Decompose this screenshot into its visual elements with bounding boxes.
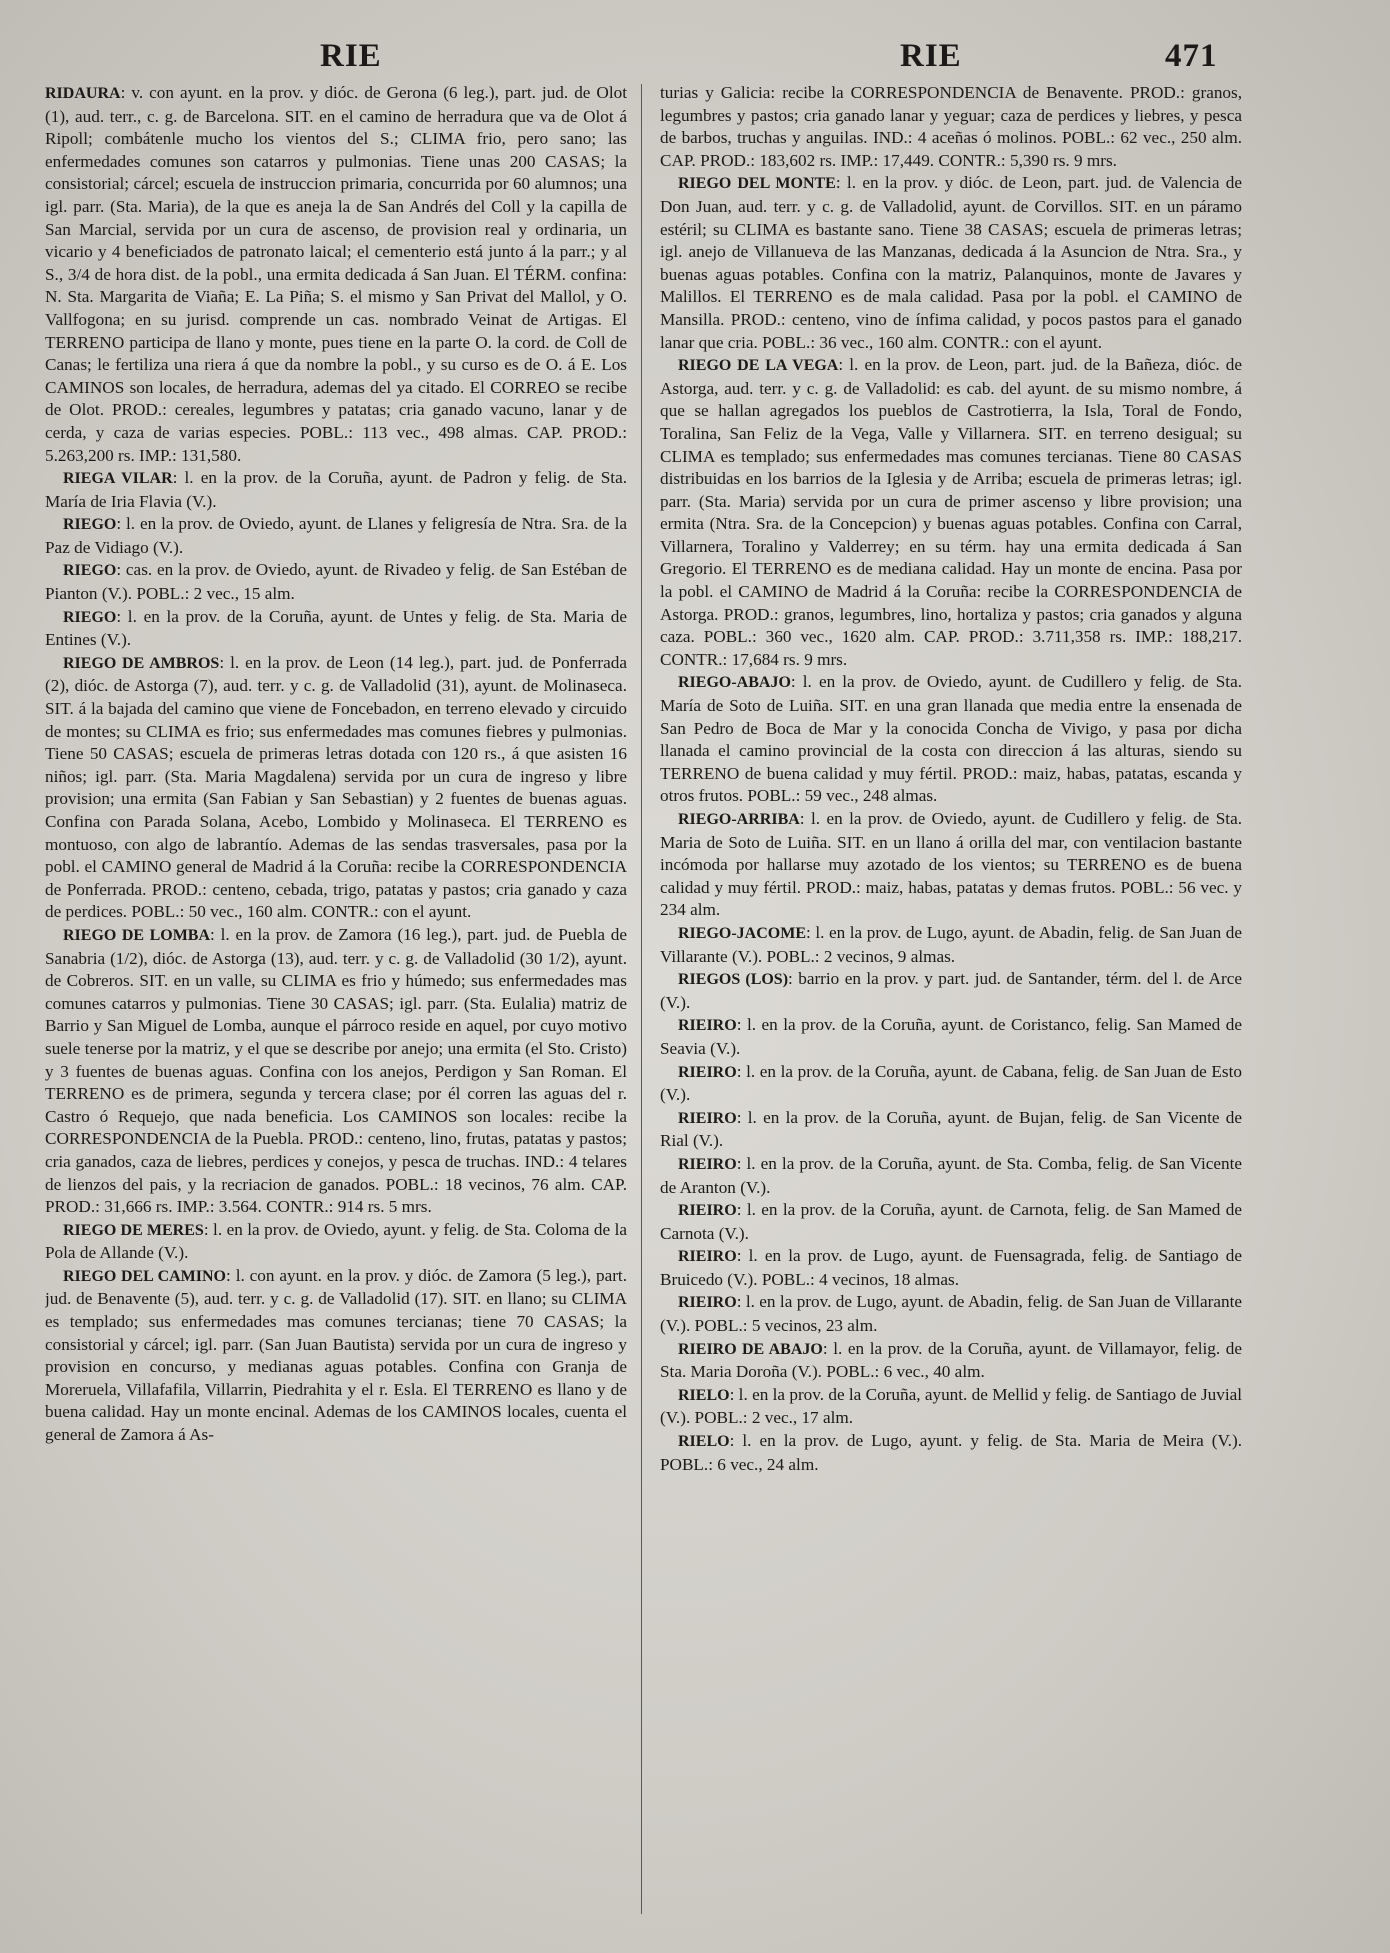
entry-headword: RIEGO DEL CAMINO (63, 1267, 227, 1285)
entry-riego-de-meres: RIEGO DE MERES: l. en la prov. de Oviedo, ayunt. y felig. de Sta. Coloma de la Pola de Allande (V.). (45, 1219, 627, 1263)
entry-headword: RIELO (678, 1386, 730, 1404)
entry-riego-llanes: RIEGO: l. en la prov. de Oviedo, ayunt. de Llanes y feligresía de Ntra. Sra. de la Paz de Vidiago (V.). (45, 514, 627, 557)
entry-riego-arriba: RIEGO-ARRIBA: l. en la prov. de Oviedo, ayunt. de Cudillero y felig. de Sta. Maria de Soto de Luiña. SIT. en un llano á orilla del mar, con ventilacion bastante incómoda por hallarse muy azotado de los vientos; su TERRENO es de buena calidad y muy fértil. PROD.: maiz, habas, patatas y demas frutos. POBL.: 56 vec. y 234 alm. (660, 809, 1242, 920)
entry-riego-de-lomba: RIEGO DE LOMBA: l. en la prov. de Zamora (16 leg.), part. jud. de Puebla de Sanabria (1/2), dióc. de Astorga (13), aud. terr. y c. g. de Valladolid (30 1/2), ayunt. de Cobreros. SIT. en un valle, su CLIMA es frio y húmedo; sus enfermedades mas comunes catarros y pulmonias. Tiene 30 CASAS; igl. parr. (Sta. Eulalia) matriz de Barrio y San Miguel de Lomba, aunque el párroco reside en aquel, por cuyo motivo suele tenerse por la matriz, y el que se describe por anejo; una ermita (el Sto. Cristo) y 3 fuentes de buenas aguas. Confina con los anejos, Perdigon y San Roman. El TERRENO es de primera, segunda y tercera clase; por él corren las aguas del r. Castro ó Requejo, que nada beneficia. Los CAMINOS son locales: recibe la CORRESPONDENCIA de la Puebla. PROD.: centeno, lino, frutas, patatas y pastos; cria ganados, caza de liebres, perdices y conejos, y pesca de truchas. IND.: 4 telares de lienzos del pais, y la recriacion de ganados. POBL.: 18 vecinos, 76 alm. CAP. PROD.: 31,666 rs. IMP.: 3.564. CONTR.: 914 rs. 5 mrs. (45, 924, 627, 1217)
column-divider (641, 84, 642, 1914)
right-running-head: RIE (900, 38, 962, 74)
entry-headword: RIEGO-ABAJO (678, 674, 791, 692)
entry-headword: RIEIRO (678, 1155, 737, 1173)
entry-headword: RIDAURA (45, 85, 121, 102)
entry-riego-abajo: RIEGO-ABAJO: l. en la prov. de Oviedo, ayunt. de Cudillero y felig. de Sta. María de Soto de Luiña. SIT. en una gran llanada que media entre la ensenada de San Pedro de Boca de Mar y la conocida Concha de Vivigo, y pasa por dicha llanada el camino provincial de la costa con direccion á las alturas, siendo su TERRENO de buena calidad y muy fértil. PROD.: maiz, habas, patatas, escanda y otros frutos. POBL.: 59 vec., 248 almas. (660, 672, 1242, 806)
entry-headword: RIEGA VILAR (63, 470, 173, 488)
entry-headword: RIEGO DEL MONTE (678, 175, 836, 193)
entry-headword: RIEGO-JACOME (678, 924, 806, 942)
entry-headword: RIEIRO (678, 1294, 737, 1312)
entry-rieiro-de-abajo: RIEIRO DE ABAJO: l. en la prov. de la Coruña, ayunt. de Villamayor, felig. de Sta. Maria Doroña (V.). POBL.: 6 vec., 40 alm. (660, 1338, 1242, 1382)
page-number: 471 (1165, 38, 1218, 74)
entry-riego-rivadeo: RIEGO: cas. en la prov. de Oviedo, ayunt. de Rivadeo y felig. de San Estéban de Pianton (V.). POBL.: 2 vec., 15 alm. (45, 560, 627, 604)
entry-headword: RIEGO (63, 562, 117, 580)
entry-rielo-meira: RIELO: l. en la prov. de Lugo, ayunt. y felig. de Sta. Maria de Meira (V.). POBL.: 6 vec., 24 alm. (660, 1431, 1242, 1474)
left-running-head: RIE (320, 38, 382, 74)
entry-riego-jacome: RIEGO-JACOME: l. en la prov. de Lugo, ayunt. de Abadin, felig. de San Juan de Villarante (V.). POBL.: 2 vecinos, 9 almas. (660, 922, 1242, 966)
entry-rieiro-bujan: RIEIRO: l. en la prov. de la Coruña, ayunt. de Bujan, felig. de San Vicente de Rial (V.). (660, 1107, 1242, 1151)
entry-rieiro-cabana: RIEIRO: l. en la prov. de la Coruña, ayunt. de Cabana, felig. de San Juan de Esto (V.). (660, 1061, 1242, 1105)
entry-headword: RIEIRO (678, 1109, 737, 1127)
entry-rieiro-carnota: RIEIRO: l. en la prov. de la Coruña, ayunt. de Carnota, felig. de San Mamed de Carnota (V.). (660, 1200, 1242, 1243)
entry-riego-untes: RIEGO: l. en la prov. de la Coruña, ayunt. de Untes y felig. de Sta. Maria de Entines (V.). (45, 606, 627, 650)
entry-headword: RIEGO-ARRIBA (678, 811, 800, 828)
entry-headword: RIEIRO (678, 1063, 737, 1081)
entry-headword: RIEGO DE LOMBA (63, 926, 211, 944)
right-column (660, 82, 1242, 1922)
entry-headword: RIEGO (63, 608, 117, 626)
entry-headword: RIEIRO (678, 1248, 737, 1266)
entry-riegos-los: RIEGOS (LOS): barrio en la prov. y part. jud. de Santander, térm. del l. de Arce (V.). (660, 969, 1242, 1012)
entry-headword: RIEGO DE MERES (63, 1221, 204, 1239)
entry-headword: RIEIRO (678, 1202, 737, 1220)
running-header (0, 38, 1390, 78)
entry-headword: RIEIRO DE ABAJO (678, 1340, 823, 1358)
entry-rielo-mellid: RIELO: l. en la prov. de la Coruña, ayunt. de Mellid y felig. de Santiago de Juvial (V.). POBL.: 2 vec., 17 alm. (660, 1384, 1242, 1428)
entry-headword: RIEIRO (678, 1017, 737, 1035)
entry-riego-del-camino-cont: turias y Galicia: recibe la CORRESPONDENCIA de Benavente. PROD.: granos, legumbres y pastos; cria ganado lanar y yeguar; caza de perdices y liebres, y pesca de barbos, truchas y anguilas. IND.: 4 aceñas ó molinos. POBL.: 62 vec., 250 alm. CAP. PROD.: 183,602 rs. IMP.: 17,449. CONTR.: 5,390 rs. 9 mrs. (660, 83, 1242, 170)
entry-rieiro-sta-comba: RIEIRO: l. en la prov. de la Coruña, ayunt. de Sta. Comba, felig. de San Vicente de Aranton (V.). (660, 1153, 1242, 1197)
left-column (45, 82, 627, 1922)
entry-headword: RIELO (678, 1433, 730, 1451)
entry-riego-del-camino: RIEGO DEL CAMINO: l. con ayunt. en la prov. y dióc. de Zamora (5 leg.), part. jud. de Benavente (5), aud. terr. y c. g. de Valladolid (17). SIT. en llano; su CLIMA es templado; sus enfermedades mas comunes tercianas; tiene 70 CASAS; la consistorial y cárcel; igl. parr. (San Juan Bautista) servida por un cura de ingreso y provision en concurso, y medianas aguas potables. Confina con Granja de Moreruela, Villafafila, Villarrin, Piedrahita y el r. Esla. El TERRENO es llano y de buena calidad. Hay un monte encinal. Ademas de los CAMINOS locales, cuenta el general de Zamora á As- (45, 1265, 627, 1445)
entry-riego-de-la-vega: RIEGO DE LA VEGA: l. en la prov. de Leon, part. jud. de la Bañeza, dióc. de Astorga, aud. terr. y c. g. de Valladolid: es cab. del ayunt. de su mismo nombre, á que se hallan agregados los pueblos de Castrotierra, la Isla, Toral de Fondo, Toralina, San Feliz de la Vega, Valle y Villarnera. SIT. en terreno desigual; su CLIMA es templado; sus enfermedades mas comunes tercianas. Tiene 80 CASAS distribuidas en los barrios de la Iglesia y de Arriba; escuela de primeras letras; igl. parr. (Sta. Maria) servida por un cura de primer ascenso y libre provision; una ermita (Ntra. Sra. de la Concepcion) y buenas aguas potables. Confina con Carral, Villarnera, Toralino y Valderrey; en su térm. hay una ermita dedicada á San Gregorio. El TERRENO es de mediana calidad. Hay un monte de encina. Pasa por la pobl. el CAMINO de Madrid á la Coruña: recibe la CORRESPONDENCIA de Astorga. PROD.: granos, legumbres, lino, hortaliza y pastos; cria ganados y alguna caza. POBL.: 360 vec., 1620 alm. CAP. PROD.: 3.711,358 rs. IMP.: 188,217. CONTR.: 17,684 rs. 9 mrs. (660, 355, 1242, 669)
entry-headword: RIEGO (63, 516, 117, 534)
entry-rieiro-coristanco: RIEIRO: l. en la prov. de la Coruña, ayunt. de Coristanco, felig. San Mamed de Seavia (V.). (660, 1015, 1242, 1058)
entry-rieiro-fuensagrada: RIEIRO: l. en la prov. de Lugo, ayunt. de Fuensagrada, felig. de Santiago de Bruicedo (V.). POBL.: 4 vecinos, 18 almas. (660, 1246, 1242, 1289)
entry-riego-de-ambros: RIEGO DE AMBROS: l. en la prov. de Leon (14 leg.), part. jud. de Ponferrada (2), dióc. de Astorga (7), aud. terr. y c. g. de Valladolid (31), ayunt. de Molinaseca. SIT. á la bajada del camino que viene de Foncebadon, en terreno elevado y circuido de montes; su CLIMA es frio; sus enfermedades mas comunes fiebres y pulmonias. Tiene 50 CASAS; escuela de primeras letras dotada con 120 rs., á que asisten 16 niños; igl. parr. (Sta. Maria Magdalena) servida por un cura de ingreso y libre provision; una ermita (San Fabian y San Sebastian) y 2 fuentes de buenas aguas. Confina con Parada Solana, Acebo, Lombido y Molinaseca. El TERRENO es montuoso, con algo de labrantío. Ademas de las sendas trasversales, pasa por la pobl. el CAMINO general de Madrid á la Coruña: recibe la CORRESPONDENCIA de Ponferrada. PROD.: centeno, cebada, trigo, patatas y pastos; cria ganado y caza de perdices. POBL.: 50 vec., 160 alm. CONTR.: con el ayunt. (45, 652, 627, 922)
entry-headword: RIEGOS (LOS) (678, 971, 789, 989)
entry-headword: RIEGO DE AMBROS (63, 654, 220, 672)
entry-rieiro-abadin: RIEIRO: l. en la prov. de Lugo, ayunt. de Abadin, felig. de San Juan de Villarante (V.). POBL.: 5 vecinos, 23 alm. (660, 1292, 1242, 1336)
entry-ridaura: RIDAURA: v. con ayunt. en la prov. y dióc. de Gerona (6 leg.), part. jud. de Olot (1), aud. terr., c. g. de Barcelona. SIT. en el camino de herradura que va de Olot á Ripoll; combátenle mucho los vientos del S.; CLIMA frio, pero sano; las enfermedades comunes son catarros y pulmonias. Tiene unas 200 CASAS; la consistorial; cárcel; escuela de instruccion primaria, concurrida por 60 alumnos; una igl. parr. (Sta. Maria), de la que es aneja la de San Andrés del Coll y la capilla de San Marcial, servida por un cura de ascenso, de provision real y ordinaria, un vicario y 4 beneficiados de patronato laical; el cementerio está junto á la parr.; y al S., 3/4 de hora dist. de la pobl., una ermita dedicada á San Juan. El TÉRM. confina: N. Sta. Margarita de Viaña; E. La Piña; S. el mismo y San Privat del Mallol, y O. Vallfogona; en su jurisd. comprende un cas. nombrado Veinat de Artigas. El TERRENO participa de llano y monte, pues tiene en la parte O. la cord. de Coll de Canas; le fertiliza una riera á que da nombre la pobl., y su curso es de O. á E. Los CAMINOS son locales, de herradura, ademas del ya citado. El CORREO se recibe de Olot. PROD.: cereales, legumbres y patatas; cria ganado vacuno, lanar y de cerda, y caza de varias especies. POBL.: 113 vec., 498 almas. CAP. PROD.: 5.263,200 rs. IMP.: 131,580. (45, 83, 627, 465)
entry-riego-del-monte: RIEGO DEL MONTE: l. en la prov. y dióc. de Leon, part. jud. de Valencia de Don Juan, aud. terr. y c. g. de Valladolid, ayunt. de Corvillos. SIT. en un páramo estéril; su CLIMA es bastante sano. Tiene 38 CASAS; escuela de primeras letras; igl. anejo de Villanueva de las Manzanas, dedicada á la Asuncion de Ntra. Sra., y buenas aguas potables. Confina con la matriz, Palanquinos, monte de Javares y Malillos. El TERRENO es de mala calidad. Pasa por la pobl. el CAMINO de Mansilla. PROD.: centeno, vino de ínfima calidad, y pocos pastos para el ganado lanar que cria. POBL.: 36 vec., 160 alm. CONTR.: con el ayunt. (660, 173, 1242, 352)
entry-headword: RIEGO DE LA VEGA (678, 357, 839, 375)
entry-riega-vilar: RIEGA VILAR: l. en la prov. de la Coruña, ayunt. de Padron y felig. de Sta. María de Iria Flavia (V.). (45, 468, 627, 511)
